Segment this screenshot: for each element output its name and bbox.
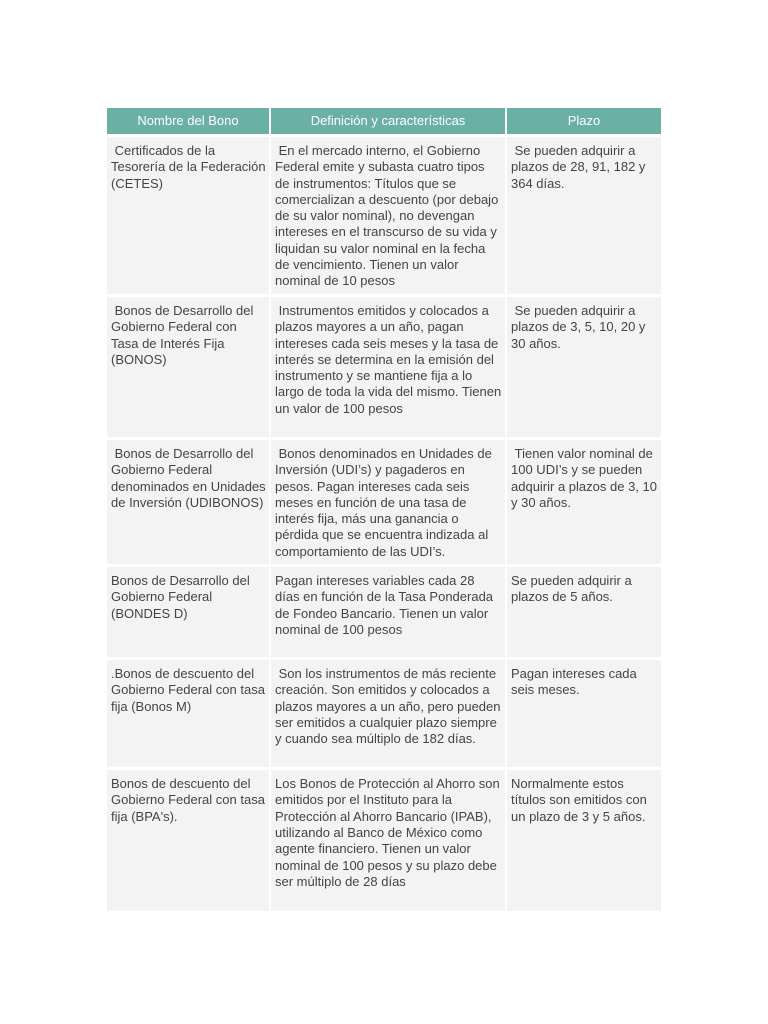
table-row — [107, 767, 661, 911]
bond-definition-cell: Son los instrumentos de más reciente creación. Son emitidos y colocados a plazos mayores a un año, pero pueden ser emitidos a cualquier plazo siempre y cuando sea múltiplo de 182 días. — [271, 657, 507, 767]
bond-term-cell: Pagan intereses cada seis meses. — [507, 657, 661, 767]
header-bond-name: Nombre del Bono — [107, 108, 271, 134]
bond-name-cell: Bonos de Desarrollo del Gobierno Federal denominados en Unidades de Inversión (UDIBONOS) — [107, 437, 271, 564]
table-header-row — [107, 108, 661, 134]
bond-term-cell: Tienen valor nominal de 100 UDI’s y se pueden adquirir a plazos de 3, 10 y 30 años. — [507, 437, 661, 564]
bond-definition-cell: Bonos denominados en Unidades de Inversión (UDI’s) y pagaderos en pesos. Pagan intereses cada seis meses en función de una tasa de interés fija, más una ganancia o pérdida que se encuentra indizada al comportamiento de las UDI’s. — [271, 437, 507, 564]
table-row — [107, 134, 661, 294]
bond-name-cell: Certificados de la Tesorería de la Federación (CETES) — [107, 134, 271, 294]
header-definition: Definición y características — [271, 108, 507, 134]
table-row — [107, 564, 661, 657]
bond-term-cell: Se pueden adquirir a plazos de 5 años. — [507, 564, 661, 657]
bond-name-cell: Bonos de Desarrollo del Gobierno Federal con Tasa de Interés Fija (BONOS) — [107, 294, 271, 437]
table-row — [107, 437, 661, 564]
header-term: Plazo — [507, 108, 661, 134]
bond-definition-cell: Instrumentos emitidos y colocados a plazos mayores a un año, pagan intereses cada seis meses y la tasa de interés se determina en la emisión del instrumento y se mantiene fija a lo largo de toda la vida del mismo. Tienen un valor de 100 pesos — [271, 294, 507, 437]
bonds-table — [107, 108, 661, 911]
bond-definition-cell: Pagan intereses variables cada 28 días en función de la Tasa Ponderada de Fondeo Bancario. Tienen un valor nominal de 100 pesos — [271, 564, 507, 657]
bond-term-cell: Normalmente estos títulos son emitidos con un plazo de 3 y 5 años. — [507, 767, 661, 911]
bond-term-cell: Se pueden adquirir a plazos de 28, 91, 182 y 364 días. — [507, 134, 661, 294]
bond-definition-cell: En el mercado interno, el Gobierno Federal emite y subasta cuatro tipos de instrumentos: Títulos que se comercializan a descuento (por debajo de su valor nominal), no devengan intereses en el transcurso de su vida y liquidan su valor nominal en la fecha de vencimiento. Tienen un valor nominal de 10 pesos — [271, 134, 507, 294]
table-row — [107, 294, 661, 437]
bond-name-cell: .Bonos de descuento del Gobierno Federal con tasa fija (Bonos M) — [107, 657, 271, 767]
bond-name-cell: Bonos de Desarrollo del Gobierno Federal (BONDES D) — [107, 564, 271, 657]
bond-name-cell: Bonos de descuento del Gobierno Federal con tasa fija (BPA's). — [107, 767, 271, 911]
table-row — [107, 657, 661, 767]
bond-term-cell: Se pueden adquirir a plazos de 3, 5, 10, 20 y 30 años. — [507, 294, 661, 437]
bond-definition-cell: Los Bonos de Protección al Ahorro son emitidos por el Instituto para la Protección al Ahorro Bancario (IPAB), utilizando al Banco de México como agente financiero. Tienen un valor nominal de 100 pesos y su plazo debe ser múltiplo de 28 días — [271, 767, 507, 911]
